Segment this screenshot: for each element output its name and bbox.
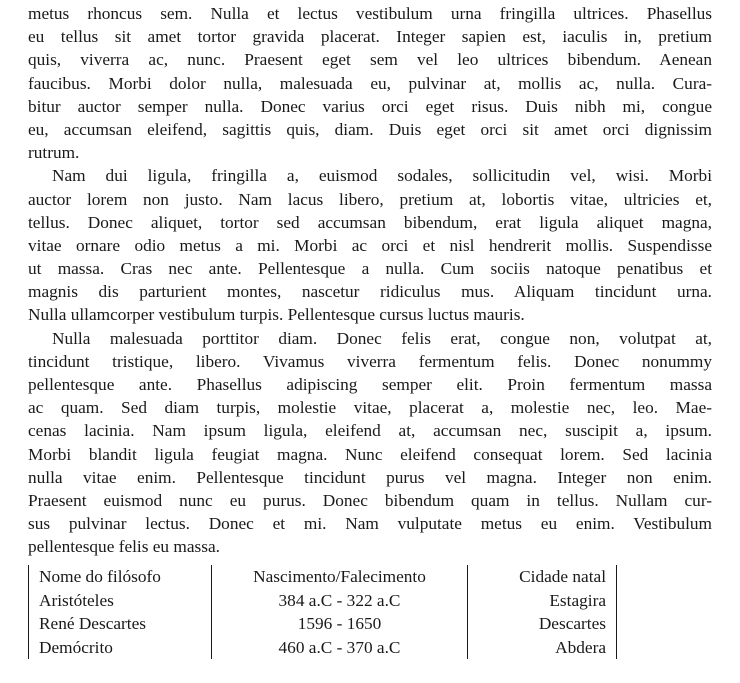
table-cell: Descartes bbox=[468, 612, 617, 636]
table-cell: René Descartes bbox=[29, 612, 212, 636]
paragraph bbox=[28, 164, 712, 326]
text-line: pellentesque felis eu massa. bbox=[28, 537, 220, 557]
text-line: cenas lacinia. Nam ipsum ligula, eleifend at, accumsan nec, suscipit a, ipsum. bbox=[28, 421, 712, 441]
text-line: eu tellus sit amet tortor gravida placerat. Integer sapien est, iaculis in, pretium bbox=[28, 27, 712, 47]
table-header-cell: Nascimento/Falecimento bbox=[212, 565, 468, 589]
text-line: pellentesque ante. Phasellus adipiscing semper elit. Proin fermentum massa bbox=[28, 375, 712, 394]
text-line: quis, viverra ac, nunc. Praesent eget sem vel leo ultrices bibendum. Aenean bbox=[28, 50, 712, 70]
text-line: Nulla malesuada porttitor diam. Donec felis erat, congue non, volutpat at, bbox=[52, 328, 712, 348]
text-line: bitur auctor semper nulla. Donec varius orci eget risus. Duis nibh mi, congue bbox=[28, 96, 712, 116]
table-cell: 460 a.C - 370 a.C bbox=[212, 636, 468, 660]
table-header-row bbox=[29, 565, 617, 589]
text-line: nulla vitae enim. Pellentesque tincidunt purus vel magna. Integer non enim. bbox=[28, 467, 712, 487]
text-block bbox=[28, 2, 712, 559]
text-line: auctor lorem non justo. Nam lacus libero, pretium at, lobortis vitae, ultricies et, bbox=[28, 189, 712, 209]
text-line: Praesent euismod nunc eu purus. Donec bibendum quam in tellus. Nullam cur- bbox=[28, 490, 712, 510]
text-line: Morbi blandit ligula feugiat magna. Nunc eleifend consequat lorem. Sed lacinia bbox=[28, 444, 712, 464]
table-cell: Aristóteles bbox=[29, 589, 212, 613]
table-cell: 1596 - 1650 bbox=[212, 612, 468, 636]
paragraph bbox=[28, 327, 712, 559]
table-row bbox=[29, 612, 617, 636]
paragraph bbox=[28, 2, 712, 164]
table-header-cell: Nome do filósofo bbox=[29, 565, 212, 589]
table-row bbox=[29, 589, 617, 613]
text-line: sus pulvinar lectus. Donec et mi. Nam vulputate metus eu enim. Vestibulum bbox=[28, 514, 712, 534]
text-line: metus rhoncus sem. Nulla et lectus vestibulum urna fringilla ultrices. Phasellus bbox=[28, 4, 712, 23]
text-line: vitae ornare odio metus a mi. Morbi ac orci et nisl hendrerit mollis. Suspendisse bbox=[28, 235, 712, 255]
table-cell: Abdera bbox=[468, 636, 617, 660]
table-cell: 384 a.C - 322 a.C bbox=[212, 589, 468, 613]
text-line: ut massa. Cras nec ante. Pellentesque a nulla. Cum sociis natoque penatibus et bbox=[28, 259, 712, 279]
table-cell: Demócrito bbox=[29, 636, 212, 660]
text-line: tellus. Donec aliquet, tortor sed accumsan bibendum, erat ligula aliquet magna, bbox=[28, 212, 712, 232]
text-line: ac quam. Sed diam turpis, molestie vitae, placerat a, molestie nec, leo. Mae- bbox=[28, 398, 712, 418]
text-line: faucibus. Morbi dolor nulla, malesuada eu, pulvinar at, mollis ac, nulla. Cura- bbox=[28, 73, 712, 93]
philosophers-table bbox=[28, 565, 617, 659]
text-line: Nulla ullamcorper vestibulum turpis. Pellentesque cursus luctus mauris. bbox=[28, 305, 525, 325]
text-line: eu, accumsan eleifend, sagittis quis, diam. Duis eget orci sit amet orci dignissim bbox=[28, 119, 712, 139]
table-cell: Estagira bbox=[468, 589, 617, 613]
table-header-cell: Cidade natal bbox=[468, 565, 617, 589]
text-line: magnis dis parturient montes, nascetur ridiculus mus. Aliquam tincidunt urna. bbox=[28, 282, 712, 302]
text-line: Nam dui ligula, fringilla a, euismod sodales, sollicitudin vel, wisi. Morbi bbox=[52, 166, 712, 186]
table-row bbox=[29, 636, 617, 660]
text-line: rutrum. bbox=[28, 143, 80, 163]
text-line: tincidunt tristique, libero. Vivamus viverra fermentum felis. Donec nonummy bbox=[28, 351, 712, 371]
